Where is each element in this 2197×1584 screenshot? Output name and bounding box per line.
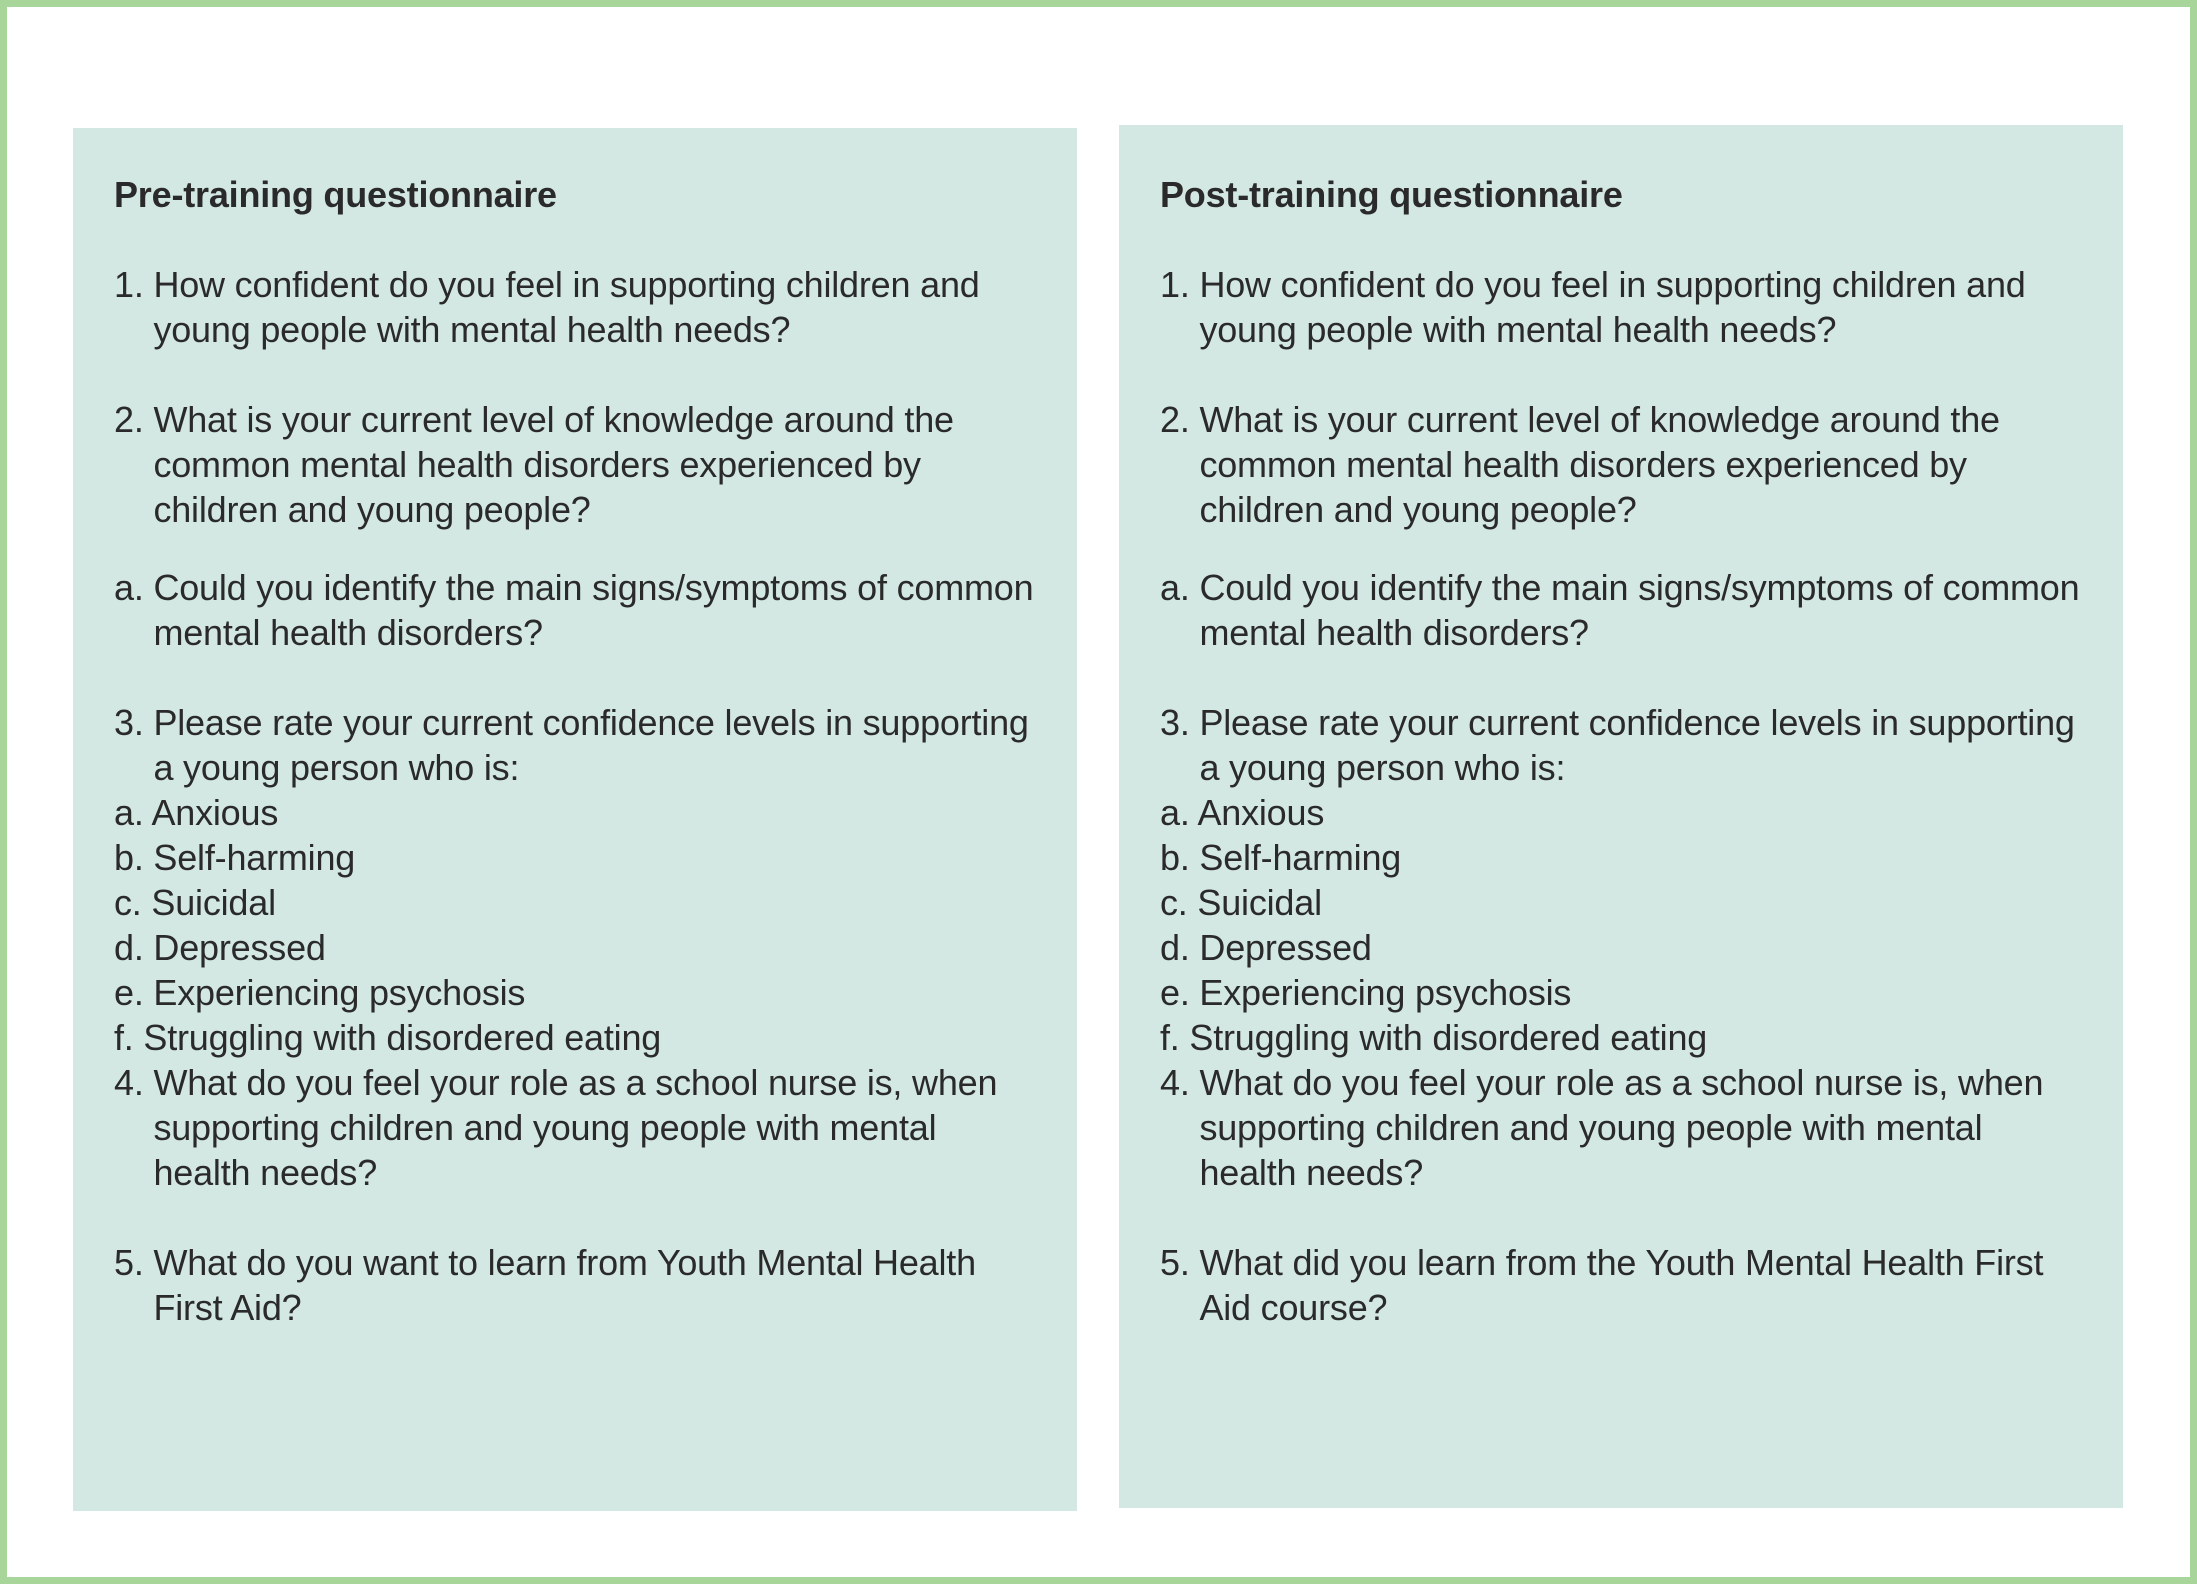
question-3-option: f. Struggling with disordered eating	[1160, 1017, 1708, 1058]
question-3-option: b. Self-harming	[114, 837, 356, 878]
question-number: 2.	[114, 399, 154, 440]
question-text: Could you identify the main signs/symptoms of common mental health disorders?	[153, 567, 1034, 653]
question-3-option: c. Suicidal	[114, 882, 276, 923]
question-2	[1160, 397, 2083, 532]
question-3-option: b. Self-harming	[1160, 837, 1402, 878]
question-number: 4.	[114, 1062, 154, 1103]
question-2	[114, 397, 1037, 532]
question-3	[114, 700, 1037, 790]
question-3-option: d. Depressed	[1160, 927, 1372, 968]
question-number: 5.	[1160, 1242, 1200, 1283]
question-3-option: f. Struggling with disordered eating	[114, 1017, 662, 1058]
question-text: What is your current level of knowledge around the common mental health disorders experienced by children and young people?	[1199, 399, 2000, 530]
question-3-option: c. Suicidal	[1160, 882, 1322, 923]
question-text: Could you identify the main signs/symptoms of common mental health disorders?	[1199, 567, 2080, 653]
post-training-panel	[1119, 125, 2123, 1508]
question-text: Please rate your current confidence levels in supporting a young person who is:	[1199, 702, 2075, 788]
question-text: What do you feel your role as a school nurse is, when supporting children and young people with mental health needs?	[153, 1062, 998, 1193]
question-number: 1.	[114, 264, 154, 305]
question-number: 4.	[1160, 1062, 1200, 1103]
question-5	[1160, 1240, 2083, 1330]
question-text: What did you learn from the Youth Mental Health First Aid course?	[1199, 1242, 2044, 1328]
question-4	[114, 1060, 1037, 1195]
question-text: What do you want to learn from Youth Mental Health First Aid?	[153, 1242, 976, 1328]
question-2a	[1160, 565, 2083, 655]
question-3-option: d. Depressed	[114, 927, 326, 968]
question-5	[114, 1240, 1037, 1330]
question-3-option: e. Experiencing psychosis	[1160, 972, 1572, 1013]
panel-title: Pre-training questionnaire	[114, 174, 557, 215]
question-3-option: a. Anxious	[114, 792, 279, 833]
pre-training-panel	[73, 128, 1077, 1511]
question-text: What is your current level of knowledge around the common mental health disorders experienced by children and young people?	[153, 399, 954, 530]
question-3	[1160, 700, 2083, 790]
question-text: How confident do you feel in supporting children and young people with mental health needs?	[1199, 264, 2026, 350]
panel-title: Post-training questionnaire	[1160, 174, 1623, 215]
question-3-option: e. Experiencing psychosis	[114, 972, 526, 1013]
question-text: What do you feel your role as a school nurse is, when supporting children and young people with mental health needs?	[1199, 1062, 2044, 1193]
question-4	[1160, 1060, 2083, 1195]
question-number: 3.	[114, 702, 154, 743]
question-number: 2.	[1160, 399, 1200, 440]
question-number: a.	[1160, 567, 1200, 608]
question-text: How confident do you feel in supporting children and young people with mental health needs?	[153, 264, 980, 350]
question-number: 1.	[1160, 264, 1200, 305]
question-3-option: a. Anxious	[1160, 792, 1325, 833]
question-2a	[114, 565, 1037, 655]
question-1	[114, 262, 1037, 352]
question-number: 5.	[114, 1242, 154, 1283]
question-number: a.	[114, 567, 154, 608]
question-1	[1160, 262, 2083, 352]
question-text: Please rate your current confidence levels in supporting a young person who is:	[153, 702, 1029, 788]
question-number: 3.	[1160, 702, 1200, 743]
